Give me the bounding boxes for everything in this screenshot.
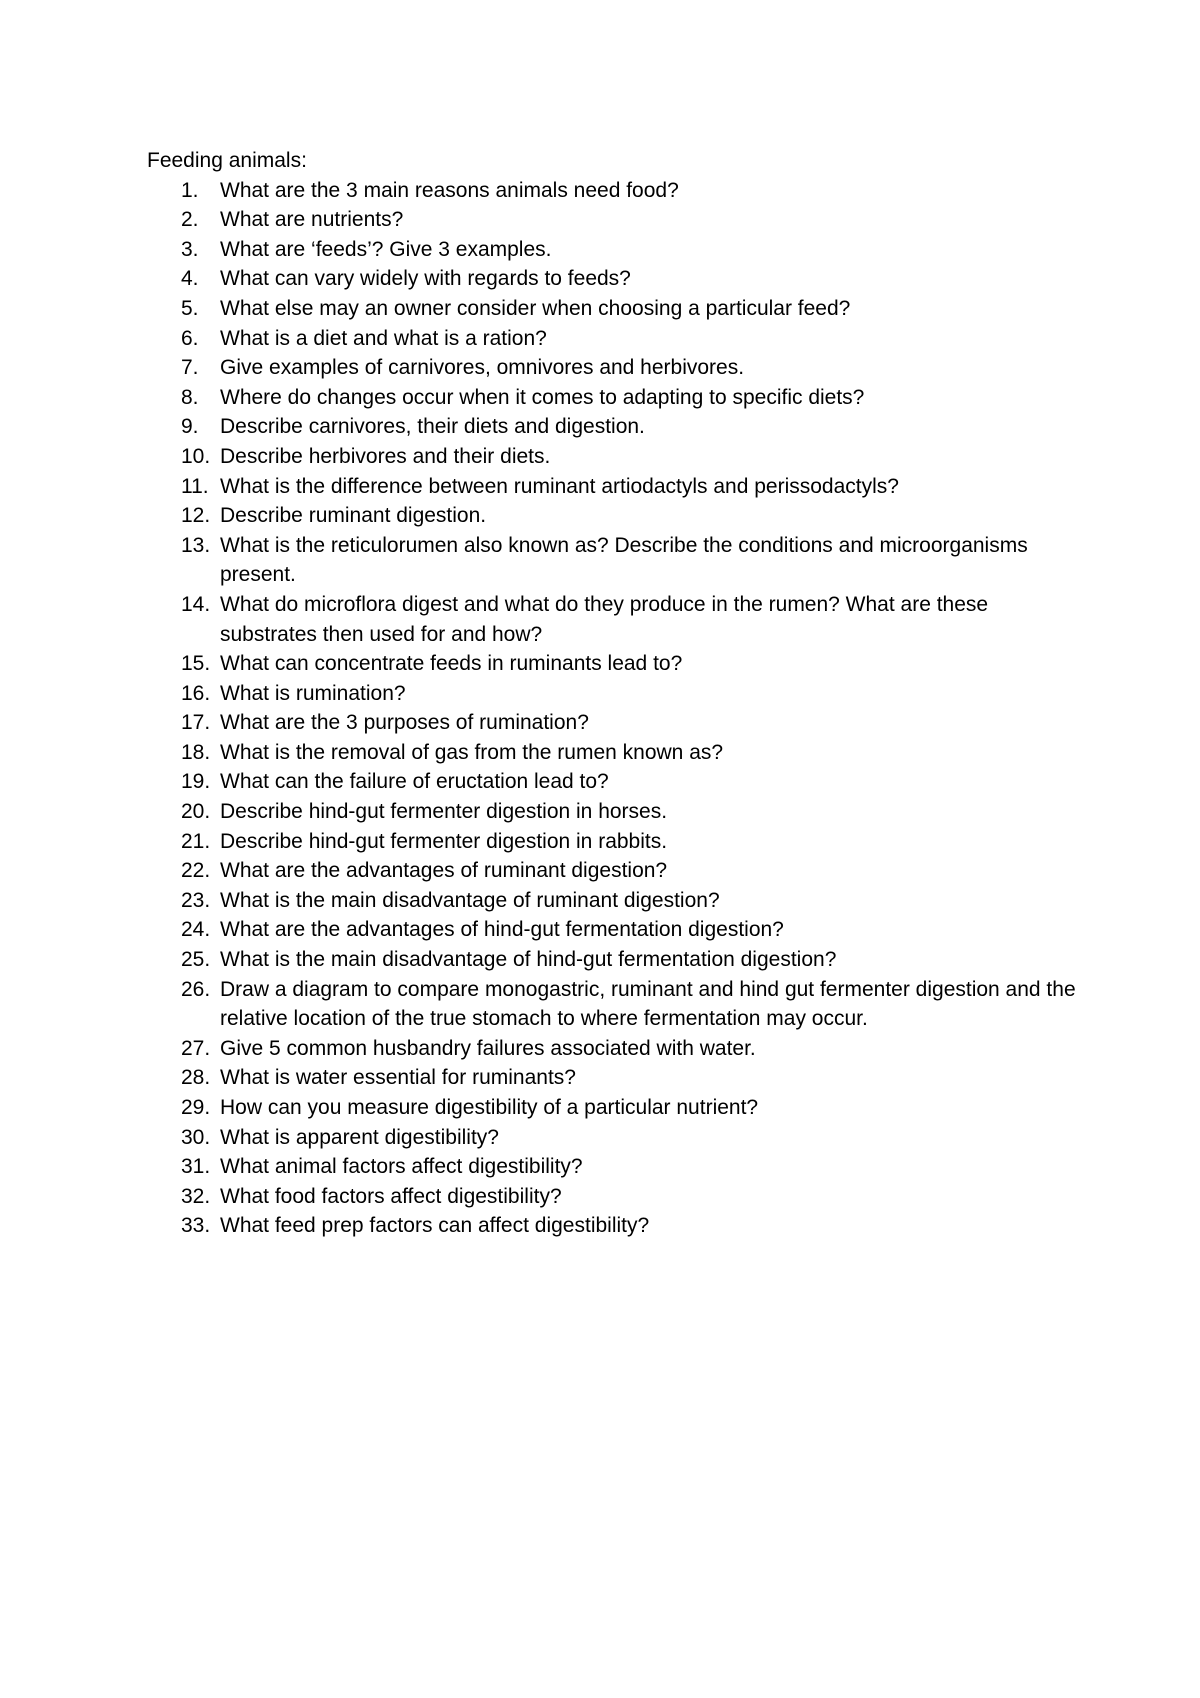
question-number: 29. xyxy=(181,1096,211,1119)
question-text: What are the advantages of hind-gut fermentation digestion? xyxy=(220,918,784,942)
question-text: What animal factors affect digestibility? xyxy=(220,1155,583,1179)
question-text: What are the 3 purposes of rumination? xyxy=(220,711,589,735)
question-text: What are nutrients? xyxy=(220,208,404,232)
question-text: What do microflora digest and what do they produce in the rumen? What are these substrates then used for and how? xyxy=(220,592,989,646)
question-number: 27. xyxy=(181,1036,211,1060)
question-number: 31. xyxy=(181,1155,211,1179)
question-text: What is rumination? xyxy=(220,681,406,705)
question-text: What is the reticulorumen also known as? Describe the conditions and microorganisms present. xyxy=(220,533,1028,587)
question-text: Describe hind-gut fermenter digestion in rabbits. xyxy=(220,829,668,853)
question-item xyxy=(147,176,1087,206)
question-item xyxy=(147,975,1087,1034)
question-number: 28. xyxy=(181,1066,211,1090)
question-item xyxy=(147,501,1087,531)
question-number: 26. xyxy=(181,977,211,1001)
question-item xyxy=(147,679,1087,709)
question-text: Describe hind-gut fermenter digestion in horses. xyxy=(220,800,668,824)
question-number: 6. xyxy=(181,326,199,350)
question-text: What food factors affect digestibility? xyxy=(220,1184,562,1208)
question-text: What are the 3 main reasons animals need food? xyxy=(220,178,679,202)
question-text: Describe ruminant digestion. xyxy=(220,504,487,528)
question-item xyxy=(147,945,1087,975)
question-item xyxy=(147,708,1087,738)
question-number: 19. xyxy=(181,770,211,794)
question-item xyxy=(147,1211,1087,1241)
question-text: Describe carnivores, their diets and digestion. xyxy=(220,415,645,439)
question-number: 32. xyxy=(181,1184,211,1208)
question-number: 8. xyxy=(181,385,199,409)
question-item xyxy=(147,1123,1087,1153)
question-number: 4. xyxy=(181,267,199,291)
question-number: 13. xyxy=(181,533,211,557)
question-number: 10. xyxy=(181,444,211,468)
question-item xyxy=(147,205,1087,235)
question-text: Give 5 common husbandry failures associated with water. xyxy=(220,1036,756,1060)
question-text: What is the removal of gas from the rumen known as? xyxy=(220,740,724,764)
question-number: 3. xyxy=(181,237,199,261)
question-text: What can the failure of eructation lead to? xyxy=(220,770,609,794)
question-item xyxy=(147,915,1087,945)
question-number: 24. xyxy=(181,918,211,942)
question-item xyxy=(147,412,1087,442)
question-item xyxy=(147,324,1087,354)
question-item xyxy=(147,442,1087,472)
question-number: 9. xyxy=(181,415,199,439)
question-text: What is the difference between ruminant artiodactyls and perissodactyls? xyxy=(220,474,899,498)
question-item xyxy=(147,531,1087,590)
question-text: What are ‘feeds’? Give 3 examples. xyxy=(220,237,552,261)
question-item xyxy=(147,294,1087,324)
question-item xyxy=(147,827,1087,857)
question-text: What else may an owner consider when choosing a particular feed? xyxy=(220,296,851,320)
question-item xyxy=(147,767,1087,797)
question-number: 22. xyxy=(181,859,211,883)
question-text: What is the main disadvantage of ruminant digestion? xyxy=(220,888,720,912)
question-text: How can you measure digestibility of a particular nutrient? xyxy=(220,1096,759,1119)
question-number: 14. xyxy=(181,592,211,616)
question-number: 25. xyxy=(181,948,211,972)
question-text: Give examples of carnivores, omnivores and herbivores. xyxy=(220,356,745,380)
question-text: What is a diet and what is a ration? xyxy=(220,326,547,350)
question-number: 15. xyxy=(181,652,211,676)
question-item xyxy=(147,472,1087,502)
document-heading: Feeding animals: xyxy=(147,149,307,172)
question-text: Draw a diagram to compare monogastric, ruminant and hind gut fermenter digestion and the relative location of the true stomach to where fermentation may occur. xyxy=(220,977,1076,1031)
question-text: What is apparent digestibility? xyxy=(220,1125,499,1149)
question-item xyxy=(147,649,1087,679)
question-item xyxy=(147,1034,1087,1064)
question-number: 20. xyxy=(181,800,211,824)
question-text: What is water essential for ruminants? xyxy=(220,1066,576,1090)
question-item xyxy=(147,1093,1087,1123)
question-item xyxy=(147,1182,1087,1212)
document-page xyxy=(147,146,1087,1241)
question-number: 33. xyxy=(181,1214,211,1238)
question-item xyxy=(147,856,1087,886)
question-number: 16. xyxy=(181,681,211,705)
question-item xyxy=(147,797,1087,827)
question-item xyxy=(147,1063,1087,1093)
question-number: 17. xyxy=(181,711,211,735)
question-item xyxy=(147,738,1087,768)
question-number: 5. xyxy=(181,296,199,320)
question-text: What feed prep factors can affect digestibility? xyxy=(220,1214,650,1238)
question-item xyxy=(147,383,1087,413)
question-text: Describe herbivores and their diets. xyxy=(220,444,551,468)
question-number: 18. xyxy=(181,740,211,764)
question-item xyxy=(147,353,1087,383)
questions-list xyxy=(147,176,1087,1241)
question-number: 7. xyxy=(181,356,199,380)
question-text: Where do changes occur when it comes to adapting to specific diets? xyxy=(220,385,865,409)
question-text: What is the main disadvantage of hind-gut fermentation digestion? xyxy=(220,948,837,972)
question-item xyxy=(147,886,1087,916)
question-number: 2. xyxy=(181,208,199,232)
question-text: What can vary widely with regards to feeds? xyxy=(220,267,631,291)
question-number: 30. xyxy=(181,1125,211,1149)
question-item xyxy=(147,235,1087,265)
question-item xyxy=(147,1152,1087,1182)
question-number: 21. xyxy=(181,829,211,853)
question-number: 11. xyxy=(181,474,209,498)
question-number: 1. xyxy=(181,178,199,202)
question-item xyxy=(147,590,1087,649)
question-number: 23. xyxy=(181,888,211,912)
question-text: What are the advantages of ruminant digestion? xyxy=(220,859,668,883)
question-number: 12. xyxy=(181,504,211,528)
question-item xyxy=(147,264,1087,294)
question-text: What can concentrate feeds in ruminants lead to? xyxy=(220,652,683,676)
